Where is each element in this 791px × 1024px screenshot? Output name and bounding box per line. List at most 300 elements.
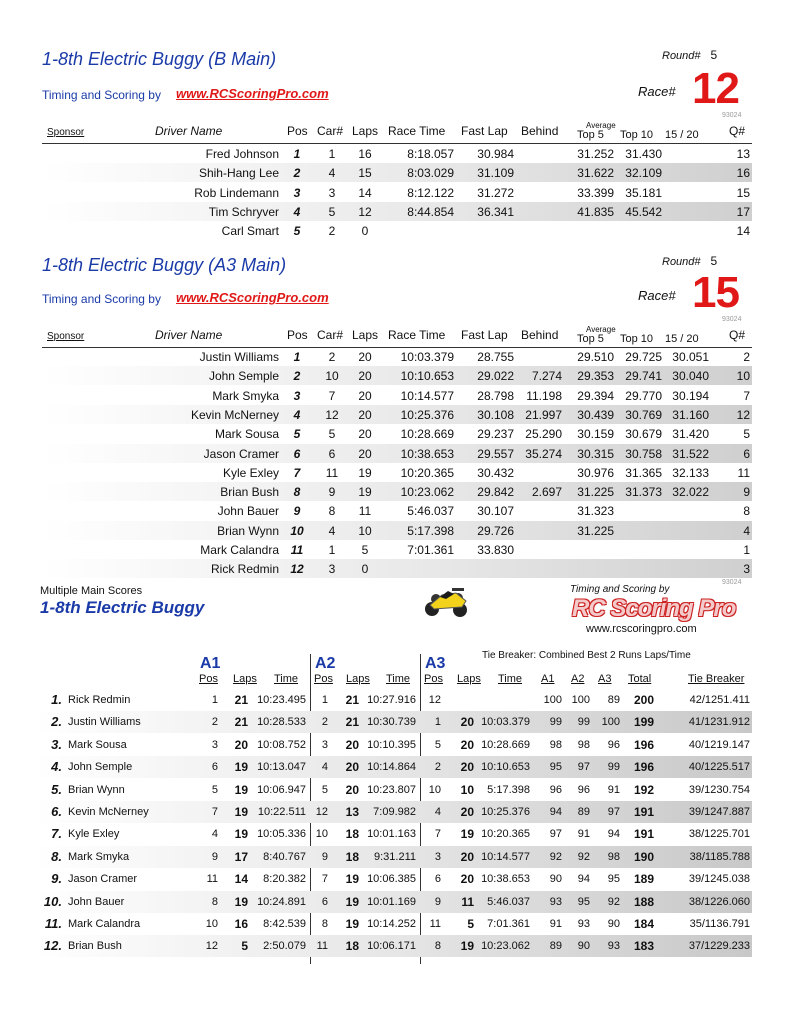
a1-score-cell: 99: [549, 716, 562, 729]
driver-cell: John Bauer: [68, 895, 125, 908]
race2-col-pos: Pos: [287, 328, 308, 342]
a1-laps-cell: 20: [234, 737, 248, 752]
a2-pos-cell: 3: [321, 738, 328, 751]
driver-cell: Mark Calandra: [68, 918, 141, 930]
a1-pos-cell: 8: [211, 895, 218, 908]
driver-cell: Jason Cramer: [203, 446, 279, 461]
a1-laps-cell: 14: [234, 872, 248, 887]
qual-cell: 8: [743, 504, 750, 519]
pos-cell: 3: [293, 388, 301, 403]
a1-pos-cell: 10: [205, 918, 218, 930]
laps-cell: 20: [358, 350, 372, 364]
pos-cell: 5: [293, 427, 301, 442]
qual-cell: 17: [736, 204, 750, 219]
top5-cell: 31.252: [577, 147, 614, 161]
race-time-cell: 10:14.577: [400, 388, 454, 403]
total-cell: 190: [633, 849, 654, 864]
a3-laps-cell: 19: [460, 939, 474, 954]
table-row: [42, 221, 752, 240]
table-row: [36, 779, 752, 801]
place-cell: 3.: [51, 736, 62, 752]
a1-time-cell: 10:13.047: [257, 761, 306, 774]
race1-col-pos: Pos: [287, 124, 308, 138]
laps-cell: 0: [361, 562, 369, 577]
a2-laps-cell: 19: [345, 894, 359, 909]
pos-cell: 11: [290, 543, 304, 557]
a3-time-cell: 5:17.398: [487, 783, 530, 796]
a3-score-cell: 94: [607, 828, 620, 841]
driver-cell: Brian Wynn: [68, 783, 125, 796]
a2-time-cell: 10:14.252: [367, 918, 416, 930]
pos-cell: 2: [293, 166, 301, 181]
race1-site-link[interactable]: www.RCScoringPro.com: [176, 86, 329, 101]
rcscoringpro-logo: RC Scoring Pro: [572, 595, 736, 622]
multi-subheader: Pos Laps Time Pos Laps Time Pos Laps Time A1 A2 A3 Total Tie Breaker: [199, 673, 745, 685]
tie-breaker-cell: 41/1231.912: [688, 716, 750, 729]
a1-pos-cell: 5: [211, 783, 218, 796]
a1-pos-cell: 1: [211, 694, 218, 706]
table-row: [36, 711, 752, 733]
place-cell: 5.: [51, 781, 62, 797]
race2-col-average: Average: [586, 325, 616, 334]
race-time-cell: 5:17.398: [407, 523, 454, 538]
pos-cell: 3: [293, 185, 301, 200]
top5-cell: 29.353: [577, 369, 614, 384]
race-time-cell: 10:20.365: [400, 465, 454, 480]
buggy-icon: [422, 585, 470, 619]
car-cell: 5: [328, 204, 336, 219]
table-row: [42, 540, 752, 559]
driver-cell: John Semple: [208, 369, 279, 384]
a2-score-cell: 92: [577, 850, 590, 863]
a3-pos-cell: 1: [434, 716, 441, 729]
place-cell: 10.: [43, 893, 62, 909]
race1-round: Round# 5: [662, 48, 718, 62]
table-row: [42, 405, 752, 424]
place-cell: 11.: [44, 916, 62, 931]
top10-cell: 29.741: [625, 369, 662, 384]
top5-cell: 29.394: [577, 388, 614, 403]
race2-col-fast_lap: Fast Lap: [461, 328, 508, 342]
place-cell: 2.: [51, 714, 62, 730]
qual-cell: 16: [736, 166, 750, 181]
a1-score-cell: 93: [549, 895, 562, 908]
pos-cell: 5: [293, 224, 301, 239]
qual-cell: 11: [737, 465, 750, 480]
a2-time-cell: 7:09.982: [373, 806, 416, 818]
total-cell: 184: [633, 917, 654, 931]
race-time-cell: 10:10.653: [400, 369, 454, 384]
qual-cell: 14: [736, 224, 750, 239]
place-cell: 12.: [43, 938, 62, 954]
race-time-cell: 10:23.062: [400, 485, 454, 500]
race2-race-number: 15: [692, 268, 739, 317]
laps-cell: 5: [361, 543, 369, 557]
a2-time-cell: 10:10.395: [367, 738, 416, 751]
top5-cell: 30.439: [577, 407, 614, 422]
tie-breaker-cell: 40/1219.147: [688, 738, 750, 751]
a2-score-cell: 89: [577, 806, 590, 818]
driver-cell: Tim Schryver: [208, 204, 279, 219]
driver-cell: Justin Williams: [199, 350, 279, 364]
a3-score-cell: 91: [607, 783, 620, 796]
tie-breaker-cell: 38/1185.788: [689, 850, 750, 863]
driver-cell: Kyle Exley: [222, 465, 279, 480]
car-cell: 10: [325, 369, 339, 384]
fast-lap-cell: 29.557: [477, 446, 514, 461]
total-cell: 191: [633, 805, 654, 819]
driver-cell: Carl Smart: [221, 224, 279, 239]
a2-pos-cell: 4: [321, 761, 328, 774]
qual-cell: 7: [743, 388, 750, 403]
race2-col-laps: Laps: [352, 328, 379, 342]
a2-score-cell: 94: [577, 873, 590, 886]
top5-cell: 31.225: [577, 523, 614, 538]
a1-laps-cell: 19: [234, 782, 248, 797]
laps-cell: 20: [358, 388, 372, 403]
laps-cell: 16: [358, 147, 372, 161]
a2-laps-cell: 19: [345, 872, 359, 887]
qual-cell: 2: [743, 350, 750, 364]
a1-laps-cell: 19: [234, 760, 248, 775]
a3-laps-cell: 19: [460, 827, 474, 842]
behind-cell: 35.274: [525, 446, 562, 461]
a3-laps-cell: 20: [460, 849, 474, 864]
car-cell: 3: [328, 185, 336, 200]
pos-cell: 4: [293, 407, 301, 422]
table-row: [36, 935, 752, 957]
a3-score-cell: 100: [601, 716, 620, 729]
top15-20-cell: 30.040: [672, 369, 709, 384]
race1-title: 1-8th Electric Buggy (B Main): [42, 49, 277, 69]
tie-breaker-cell: 39/1247.887: [688, 806, 750, 818]
top10-cell: 30.758: [625, 446, 662, 461]
a1-time-cell: 10:23.495: [257, 694, 306, 706]
pos-cell: 8: [293, 485, 301, 500]
table-row: [42, 366, 752, 385]
a3-laps-cell: 20: [460, 737, 474, 752]
a1-laps-cell: 19: [234, 894, 248, 909]
a3-laps-cell: 5: [467, 917, 474, 931]
fast-lap-cell: 30.984: [477, 147, 514, 161]
fast-lap-cell: 30.108: [477, 407, 514, 422]
top15-20-cell: 31.522: [672, 446, 709, 461]
pos-cell: 12: [290, 562, 304, 577]
race2-col-car: Car#: [317, 328, 344, 342]
place-cell: 1.: [51, 692, 62, 707]
race-time-cell: 10:03.379: [400, 350, 454, 364]
top5-cell: 31.622: [577, 166, 614, 181]
top15-20-cell: 32.133: [672, 465, 709, 480]
fast-lap-cell: 31.109: [477, 166, 514, 181]
a3-pos-cell: 8: [434, 940, 441, 953]
a2-score-cell: 95: [577, 895, 590, 908]
a1-time-cell: 10:24.891: [257, 895, 306, 908]
a3-pos-cell: 3: [434, 850, 441, 863]
top5-cell: 33.399: [577, 185, 614, 200]
car-cell: 6: [328, 446, 336, 461]
a1-time-cell: 10:22.511: [257, 806, 306, 818]
car-cell: 4: [328, 166, 336, 181]
a2-time-cell: 10:01.163: [367, 828, 416, 841]
top10-cell: 31.430: [625, 147, 662, 161]
a3-score-cell: 98: [607, 850, 620, 863]
a2-laps-cell: 20: [345, 737, 359, 752]
laps-cell: 19: [358, 485, 372, 500]
top10-cell: 30.679: [625, 427, 662, 442]
top5-cell: 41.835: [577, 204, 614, 219]
table-row: [42, 202, 752, 221]
a2-pos-cell: 1: [321, 694, 328, 706]
driver-cell: Kevin McNerney: [68, 806, 149, 818]
race-time-cell: 8:03.029: [407, 166, 454, 181]
table-row: [42, 144, 752, 163]
behind-cell: 21.997: [525, 407, 562, 422]
pos-cell: 4: [293, 204, 301, 219]
driver-cell: Fred Johnson: [205, 147, 279, 161]
tie-breaker-cell: 38/1225.701: [688, 828, 750, 841]
qual-cell: 12: [736, 407, 750, 422]
race2-col-q: Q#: [729, 328, 746, 342]
behind-cell: 11.198: [526, 388, 562, 403]
a3-time-cell: 10:38.653: [481, 873, 530, 886]
a3-laps-cell: 10: [460, 782, 474, 797]
driver-cell: Brian Bush: [220, 485, 279, 500]
tie-breaker-cell: 35/1136.791: [689, 918, 750, 930]
a2-pos-cell: 2: [321, 716, 328, 729]
driver-cell: Jason Cramer: [68, 873, 138, 886]
a2-score-cell: 97: [577, 761, 590, 774]
car-cell: 11: [325, 465, 339, 480]
fast-lap-cell: 29.842: [477, 485, 514, 500]
laps-cell: 20: [358, 446, 372, 461]
pos-cell: 6: [293, 446, 301, 461]
table-row: [36, 801, 752, 823]
a2-score-cell: 99: [577, 716, 590, 729]
car-cell: 1: [328, 543, 336, 557]
a3-laps-cell: 20: [460, 760, 474, 775]
table-row: [36, 734, 752, 756]
a1-laps-cell: 19: [234, 805, 248, 819]
a2-score-cell: 100: [571, 694, 590, 706]
race1-col-sponsor: Sponsor: [47, 127, 85, 138]
total-cell: 196: [633, 737, 654, 752]
tie-breaker-cell: 38/1226.060: [688, 895, 750, 908]
table-row: [36, 689, 752, 711]
table-row: [42, 183, 752, 202]
total-cell: 188: [633, 894, 654, 909]
table-row: [36, 913, 752, 935]
laps-cell: 20: [358, 369, 372, 384]
a2-laps-cell: 18: [345, 849, 359, 864]
table-row: [42, 559, 752, 578]
race1-col-car: Car#: [317, 124, 344, 138]
fast-lap-cell: 29.022: [477, 369, 514, 384]
tie-breaker-cell: 37/1229.233: [688, 940, 750, 953]
place-cell: 4.: [51, 759, 62, 775]
a1-pos-cell: 11: [206, 873, 218, 886]
a3-score-cell: 97: [607, 806, 620, 818]
a3-score-cell: 96: [607, 738, 620, 751]
top10-cell: 29.770: [625, 388, 662, 403]
car-cell: 4: [328, 523, 336, 538]
top15-20-cell: 31.420: [672, 427, 709, 442]
multi-heading: Multiple Main Scores: [40, 585, 143, 597]
multi-url[interactable]: www.rcscoringpro.com: [586, 623, 697, 635]
a1-laps-cell: 19: [234, 827, 248, 842]
total-cell: 191: [633, 827, 654, 842]
behind-cell: 25.290: [525, 427, 562, 442]
a2-time-cell: 10:27.916: [367, 694, 416, 706]
a2-pos-cell: 9: [321, 850, 328, 863]
race-time-cell: 8:18.057: [407, 147, 454, 161]
top5-cell: 29.510: [577, 350, 614, 364]
race1-col-behind: Behind: [521, 124, 559, 138]
fast-lap-cell: 29.726: [477, 523, 514, 538]
race-time-cell: 10:25.376: [400, 407, 454, 422]
table-row: [42, 386, 752, 405]
race1-col-race_time: Race Time: [388, 124, 446, 138]
place-cell: 8.: [51, 848, 62, 864]
a1-score-cell: 89: [549, 940, 562, 953]
a2-pos-cell: 8: [321, 918, 328, 930]
a1-time-cell: 8:40.767: [263, 850, 306, 863]
total-cell: 196: [633, 760, 654, 775]
a1-score-cell: 90: [549, 873, 562, 886]
car-cell: 1: [328, 147, 336, 161]
race2-col-driver: Driver Name: [155, 328, 223, 342]
a1-time-cell: 8:20.382: [263, 873, 306, 886]
table-row: [42, 482, 752, 501]
a2-score-cell: 93: [577, 918, 590, 930]
place-cell: 9.: [51, 871, 62, 887]
a3-time-cell: 7:01.361: [487, 918, 530, 930]
a2-laps-cell: 20: [345, 760, 359, 775]
laps-cell: 11: [358, 504, 372, 519]
car-cell: 7: [328, 388, 336, 403]
a3-score-cell: 93: [607, 940, 620, 953]
a1-laps-cell: 16: [234, 917, 248, 931]
total-cell: 199: [633, 715, 654, 730]
driver-cell: Rick Redmin: [210, 562, 279, 577]
a2-laps-cell: 20: [345, 782, 359, 797]
pos-cell: 10: [290, 523, 304, 538]
driver-cell: Rob Lindemann: [194, 185, 279, 200]
tie-breaker-cell: 39/1230.754: [688, 783, 750, 796]
a3-pos-cell: 11: [429, 918, 441, 930]
driver-cell: Kyle Exley: [68, 828, 120, 841]
top15-20-cell: 30.194: [672, 388, 709, 403]
a1-score-cell: 91: [549, 918, 562, 930]
driver-cell: Rick Redmin: [68, 694, 131, 706]
a1-time-cell: 10:08.752: [257, 738, 306, 751]
pos-cell: 9: [293, 504, 301, 519]
race1-col-driver: Driver Name: [155, 124, 223, 138]
place-cell: 6.: [51, 804, 62, 819]
laps-cell: 20: [358, 407, 372, 422]
multi-stamp: 93024: [722, 579, 742, 586]
total-cell: 200: [633, 693, 654, 707]
a1-time-cell: 2:50.079: [263, 940, 306, 953]
a1-pos-cell: 6: [211, 761, 218, 774]
pos-cell: 1: [293, 147, 301, 161]
car-cell: 3: [328, 562, 336, 577]
group-a1: A1: [200, 655, 221, 672]
driver-cell: John Semple: [68, 761, 133, 774]
race1-header: [0, 121, 791, 144]
a3-time-cell: 10:28.669: [481, 738, 530, 751]
table-row: [36, 846, 752, 868]
qual-cell: 4: [743, 523, 750, 538]
top5-cell: 30.976: [577, 465, 614, 480]
a3-laps-cell: 20: [460, 805, 474, 819]
table-row: [42, 424, 752, 443]
a1-time-cell: 8:42.539: [263, 918, 306, 930]
race1-col-top10: Top 10: [620, 129, 654, 141]
race2-col-behind: Behind: [521, 328, 559, 342]
top10-cell: 35.181: [625, 185, 662, 200]
qual-cell: 10: [736, 369, 750, 384]
a1-score-cell: 97: [549, 828, 562, 841]
race1-timing-label: Timing and Scoring by: [42, 88, 161, 102]
a2-score-cell: 91: [577, 828, 590, 841]
top5-cell: 31.225: [577, 485, 614, 500]
driver-cell: Mark Sousa: [68, 738, 127, 751]
a2-pos-cell: 11: [316, 940, 328, 953]
table-row: [36, 756, 752, 778]
race1-col-top5: Top 5: [577, 129, 604, 141]
a3-score-cell: 99: [607, 761, 620, 774]
driver-cell: Mark Sousa: [214, 427, 279, 442]
group-a2: A2: [315, 655, 336, 672]
race2-col-t1520: 15 / 20: [665, 333, 699, 345]
top10-cell: 32.109: [625, 166, 662, 181]
a3-pos-cell: 2: [434, 761, 441, 774]
driver-cell: Mark Smyka: [212, 388, 279, 403]
qual-cell: 9: [743, 485, 750, 500]
a2-time-cell: 10:30.739: [367, 716, 416, 729]
a1-pos-cell: 7: [211, 806, 218, 818]
fast-lap-cell: 28.755: [477, 350, 514, 364]
a2-score-cell: 90: [577, 940, 590, 953]
race2-timing-label: Timing and Scoring by: [42, 292, 161, 306]
fast-lap-cell: 31.272: [477, 185, 514, 200]
a2-pos-cell: 12: [315, 806, 328, 818]
race-time-cell: 5:46.037: [407, 504, 454, 519]
a1-pos-cell: 3: [211, 738, 218, 751]
a1-time-cell: 10:06.947: [257, 783, 306, 796]
a3-score-cell: 92: [607, 895, 620, 908]
multi-title: 1-8th Electric Buggy: [40, 598, 205, 617]
top15-20-cell: 31.160: [672, 407, 709, 422]
table-row: [36, 868, 752, 890]
a1-laps-cell: 5: [241, 939, 248, 954]
top5-cell: 30.159: [577, 427, 614, 442]
top5-cell: 30.315: [577, 446, 614, 461]
group-a3: A3: [425, 655, 446, 672]
race2-site-link[interactable]: www.RCScoringPro.com: [176, 290, 329, 305]
a1-pos-cell: 9: [211, 850, 218, 863]
race2-col-top10: Top 10: [620, 333, 654, 345]
race1-stamp: 93024: [722, 112, 742, 119]
laps-cell: 20: [358, 427, 372, 442]
a2-time-cell: 10:01.169: [367, 895, 416, 908]
pos-cell: 2: [293, 369, 301, 384]
laps-cell: 10: [358, 523, 372, 538]
a1-score-cell: 100: [543, 694, 562, 706]
a1-score-cell: 92: [549, 850, 562, 863]
race1-col-t1520: 15 / 20: [665, 129, 699, 141]
